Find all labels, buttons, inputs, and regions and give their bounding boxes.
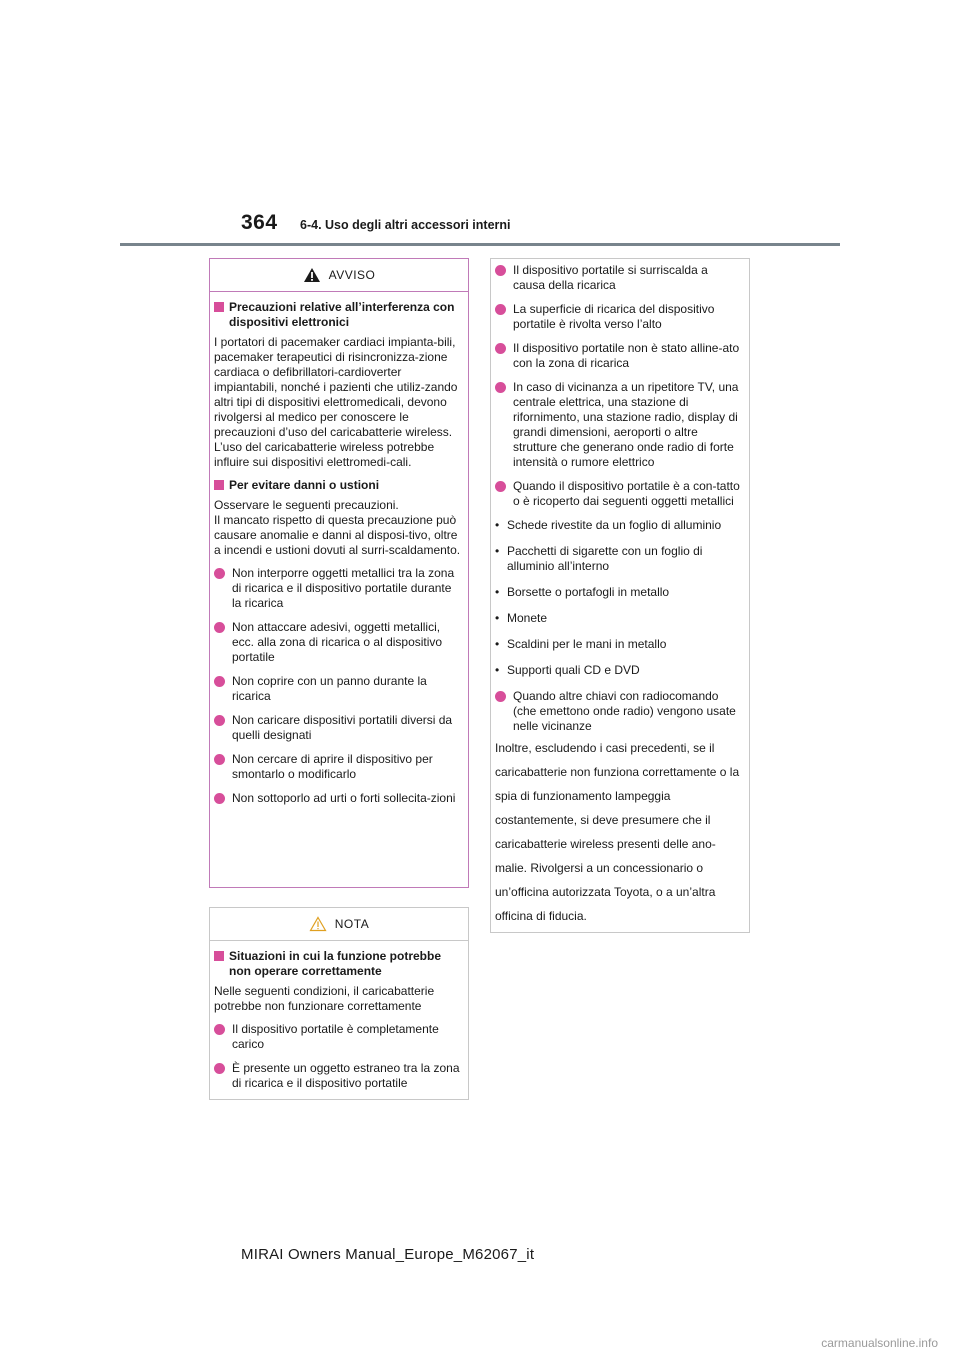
avviso-heading-text: Per evitare danni o ustioni xyxy=(229,478,380,492)
list-item xyxy=(214,752,462,782)
list-item xyxy=(214,620,462,665)
avviso-header xyxy=(210,259,468,292)
avviso-body xyxy=(210,292,468,821)
round-bullet-icon xyxy=(214,676,225,687)
list-item-text: È presente un oggetto estraneo tra la zona di ricarica e il dispositivo portatile xyxy=(232,1061,460,1090)
dot-marker-icon: • xyxy=(495,611,500,625)
avviso-paragraph: I portatori di pacemaker cardiaci impianta-bili, pacemaker terapeutici di risincronizza-zione cardiaca o defibrillatori-cardioverter impiantabili, nonché i pazienti che utiliz-zando altri tipi di dispositivi elettromedicali, devono rivolgersi al medico per conoscere le precauzioni d’uso del caricabatterie wireless. L’uso del caricabatterie wireless potrebbe influire sui dispositivi elettromedi-cali. xyxy=(214,335,458,469)
avviso-heading xyxy=(214,478,462,493)
dot-marker-icon: • xyxy=(495,585,500,599)
list-item-text: Non cercare di aprire il dispositivo per smontarlo o modificarlo xyxy=(232,752,433,781)
round-bullet-icon xyxy=(495,343,506,354)
sub-list-item xyxy=(495,663,743,678)
continuation-body xyxy=(491,259,749,934)
sub-list-item-text: Monete xyxy=(507,611,548,625)
round-bullet-icon xyxy=(495,481,506,492)
sub-list-item xyxy=(495,518,743,533)
sub-list-item-text: Pacchetti di sigarette con un foglio di alluminio all’interno xyxy=(507,544,703,573)
round-bullet-icon xyxy=(495,265,506,276)
list-item-text: Non interporre oggetti metallici tra la zona di ricarica e il dispositivo portatile durante la ricarica xyxy=(232,566,455,610)
closing-paragraph: Inoltre, escludendo i casi precedenti, se il caricabatterie non funziona correttamente o la spia di funzionamento lampeggia costantemente, si deve presumere che il caricabatterie wireless presenti delle ano-malie. Rivolgersi a un concessionario o un’officina autorizzata Toyota, o a un’altra officina di fiducia. xyxy=(495,741,740,923)
round-bullet-icon xyxy=(495,304,506,315)
round-bullet-icon xyxy=(214,1063,225,1074)
warning-icon xyxy=(303,267,321,283)
list-item xyxy=(214,1022,462,1052)
list-item-text: Il dispositivo portatile non è stato alline-ato con la zona di ricarica xyxy=(513,341,740,370)
list-item xyxy=(214,674,462,704)
nota-header xyxy=(210,908,468,941)
round-bullet-icon xyxy=(214,793,225,804)
list-item xyxy=(495,341,743,371)
list-item-text: Non sottoporlo ad urti o forti sollecita-zioni xyxy=(232,791,456,805)
list-item-text: Il dispositivo portatile si surriscalda a causa della ricarica xyxy=(513,263,708,292)
dot-marker-icon: • xyxy=(495,518,500,532)
list-item xyxy=(495,479,743,509)
round-bullet-icon xyxy=(214,754,225,765)
list-item xyxy=(214,713,462,743)
sub-list-item-text: Scaldini per le mani in metallo xyxy=(507,637,667,651)
avviso-title: AVVISO xyxy=(328,268,376,282)
avviso-paragraph: Il mancato rispetto di questa precauzione può causare anomalie e danni al disposi-tivo, oltre a incendi e ustioni dovuti al surri-scaldamento. xyxy=(214,513,461,557)
round-bullet-icon xyxy=(214,622,225,633)
list-item xyxy=(214,1061,462,1091)
list-item-text: La superficie di ricarica del dispositivo portatile è rivolta verso l’alto xyxy=(513,302,715,331)
sub-list-item xyxy=(495,544,743,574)
nota-paragraph: Nelle seguenti condizioni, il caricabatterie potrebbe non funzionare correttamente xyxy=(214,984,435,1013)
list-item-text: Non caricare dispositivi portatili diversi da quelli designati xyxy=(232,713,453,742)
list-item xyxy=(214,791,462,806)
nota-box xyxy=(209,907,469,1100)
list-item-text: Quando il dispositivo portatile è a con-tatto o è ricoperto dai seguenti oggetti metallici xyxy=(513,479,740,508)
square-bullet-icon xyxy=(214,302,224,312)
list-item-text: Quando altre chiavi con radiocomando (che emettono onde radio) vengono usate nelle vicinanze xyxy=(513,689,736,733)
sub-list-item-text: Schede rivestite da un foglio di alluminio xyxy=(507,518,722,532)
sub-list-item-text: Borsette o portafogli in metallo xyxy=(507,585,670,599)
dot-marker-icon: • xyxy=(495,544,500,558)
list-item-text: Non coprire con un panno durante la ricarica xyxy=(232,674,427,703)
watermark: carmanualsonline.info xyxy=(821,1336,938,1350)
avviso-box xyxy=(209,258,469,888)
sub-list-item xyxy=(495,611,743,626)
round-bullet-icon xyxy=(214,568,225,579)
list-item-text: In caso di vicinanza a un ripetitore TV, una centrale elettrica, una stazione di rifornimento, una stazione radio, display di grandi dimensioni, aeroporti o altre strutture che generano onde radio di forte intensità o rumore elettrico xyxy=(513,380,739,469)
square-bullet-icon xyxy=(214,480,224,490)
manual-footer: MIRAI Owners Manual_Europe_M62067_it xyxy=(241,1246,535,1263)
avviso-paragraph: Osservare le seguenti precauzioni. xyxy=(214,498,399,512)
round-bullet-icon xyxy=(214,1024,225,1035)
dot-marker-icon: • xyxy=(495,637,500,651)
nota-heading xyxy=(214,949,462,979)
round-bullet-icon xyxy=(495,382,506,393)
sub-list-item xyxy=(495,585,743,600)
square-bullet-icon xyxy=(214,951,224,961)
nota-heading-text: Situazioni in cui la funzione potrebbe non operare correttamente xyxy=(229,949,442,978)
nota-body xyxy=(210,941,468,1106)
list-item xyxy=(495,302,743,332)
header-rule xyxy=(120,243,840,246)
round-bullet-icon xyxy=(214,715,225,726)
list-item-text: Il dispositivo portatile è completamente carico xyxy=(232,1022,439,1051)
avviso-heading xyxy=(214,300,462,330)
round-bullet-icon xyxy=(495,691,506,702)
caution-icon xyxy=(309,916,327,932)
list-item xyxy=(495,263,743,293)
continuation-box xyxy=(490,258,750,933)
list-item-text: Non attaccare adesivi, oggetti metallici, ecc. alla zona di ricarica o al dispositivo portatile xyxy=(232,620,443,664)
list-item xyxy=(495,689,743,734)
dot-marker-icon: • xyxy=(495,663,500,677)
sub-list-item-text: Supporti quali CD e DVD xyxy=(507,663,640,677)
section-title: 6-4. Uso degli altri accessori interni xyxy=(300,218,511,232)
sub-list-item xyxy=(495,637,743,652)
list-item xyxy=(495,380,743,470)
avviso-heading-text: Precauzioni relative all’interferenza con dispositivi elettronici xyxy=(229,300,455,329)
list-item xyxy=(214,566,462,611)
page-number: 364 xyxy=(241,211,278,234)
nota-title: NOTA xyxy=(334,917,370,931)
